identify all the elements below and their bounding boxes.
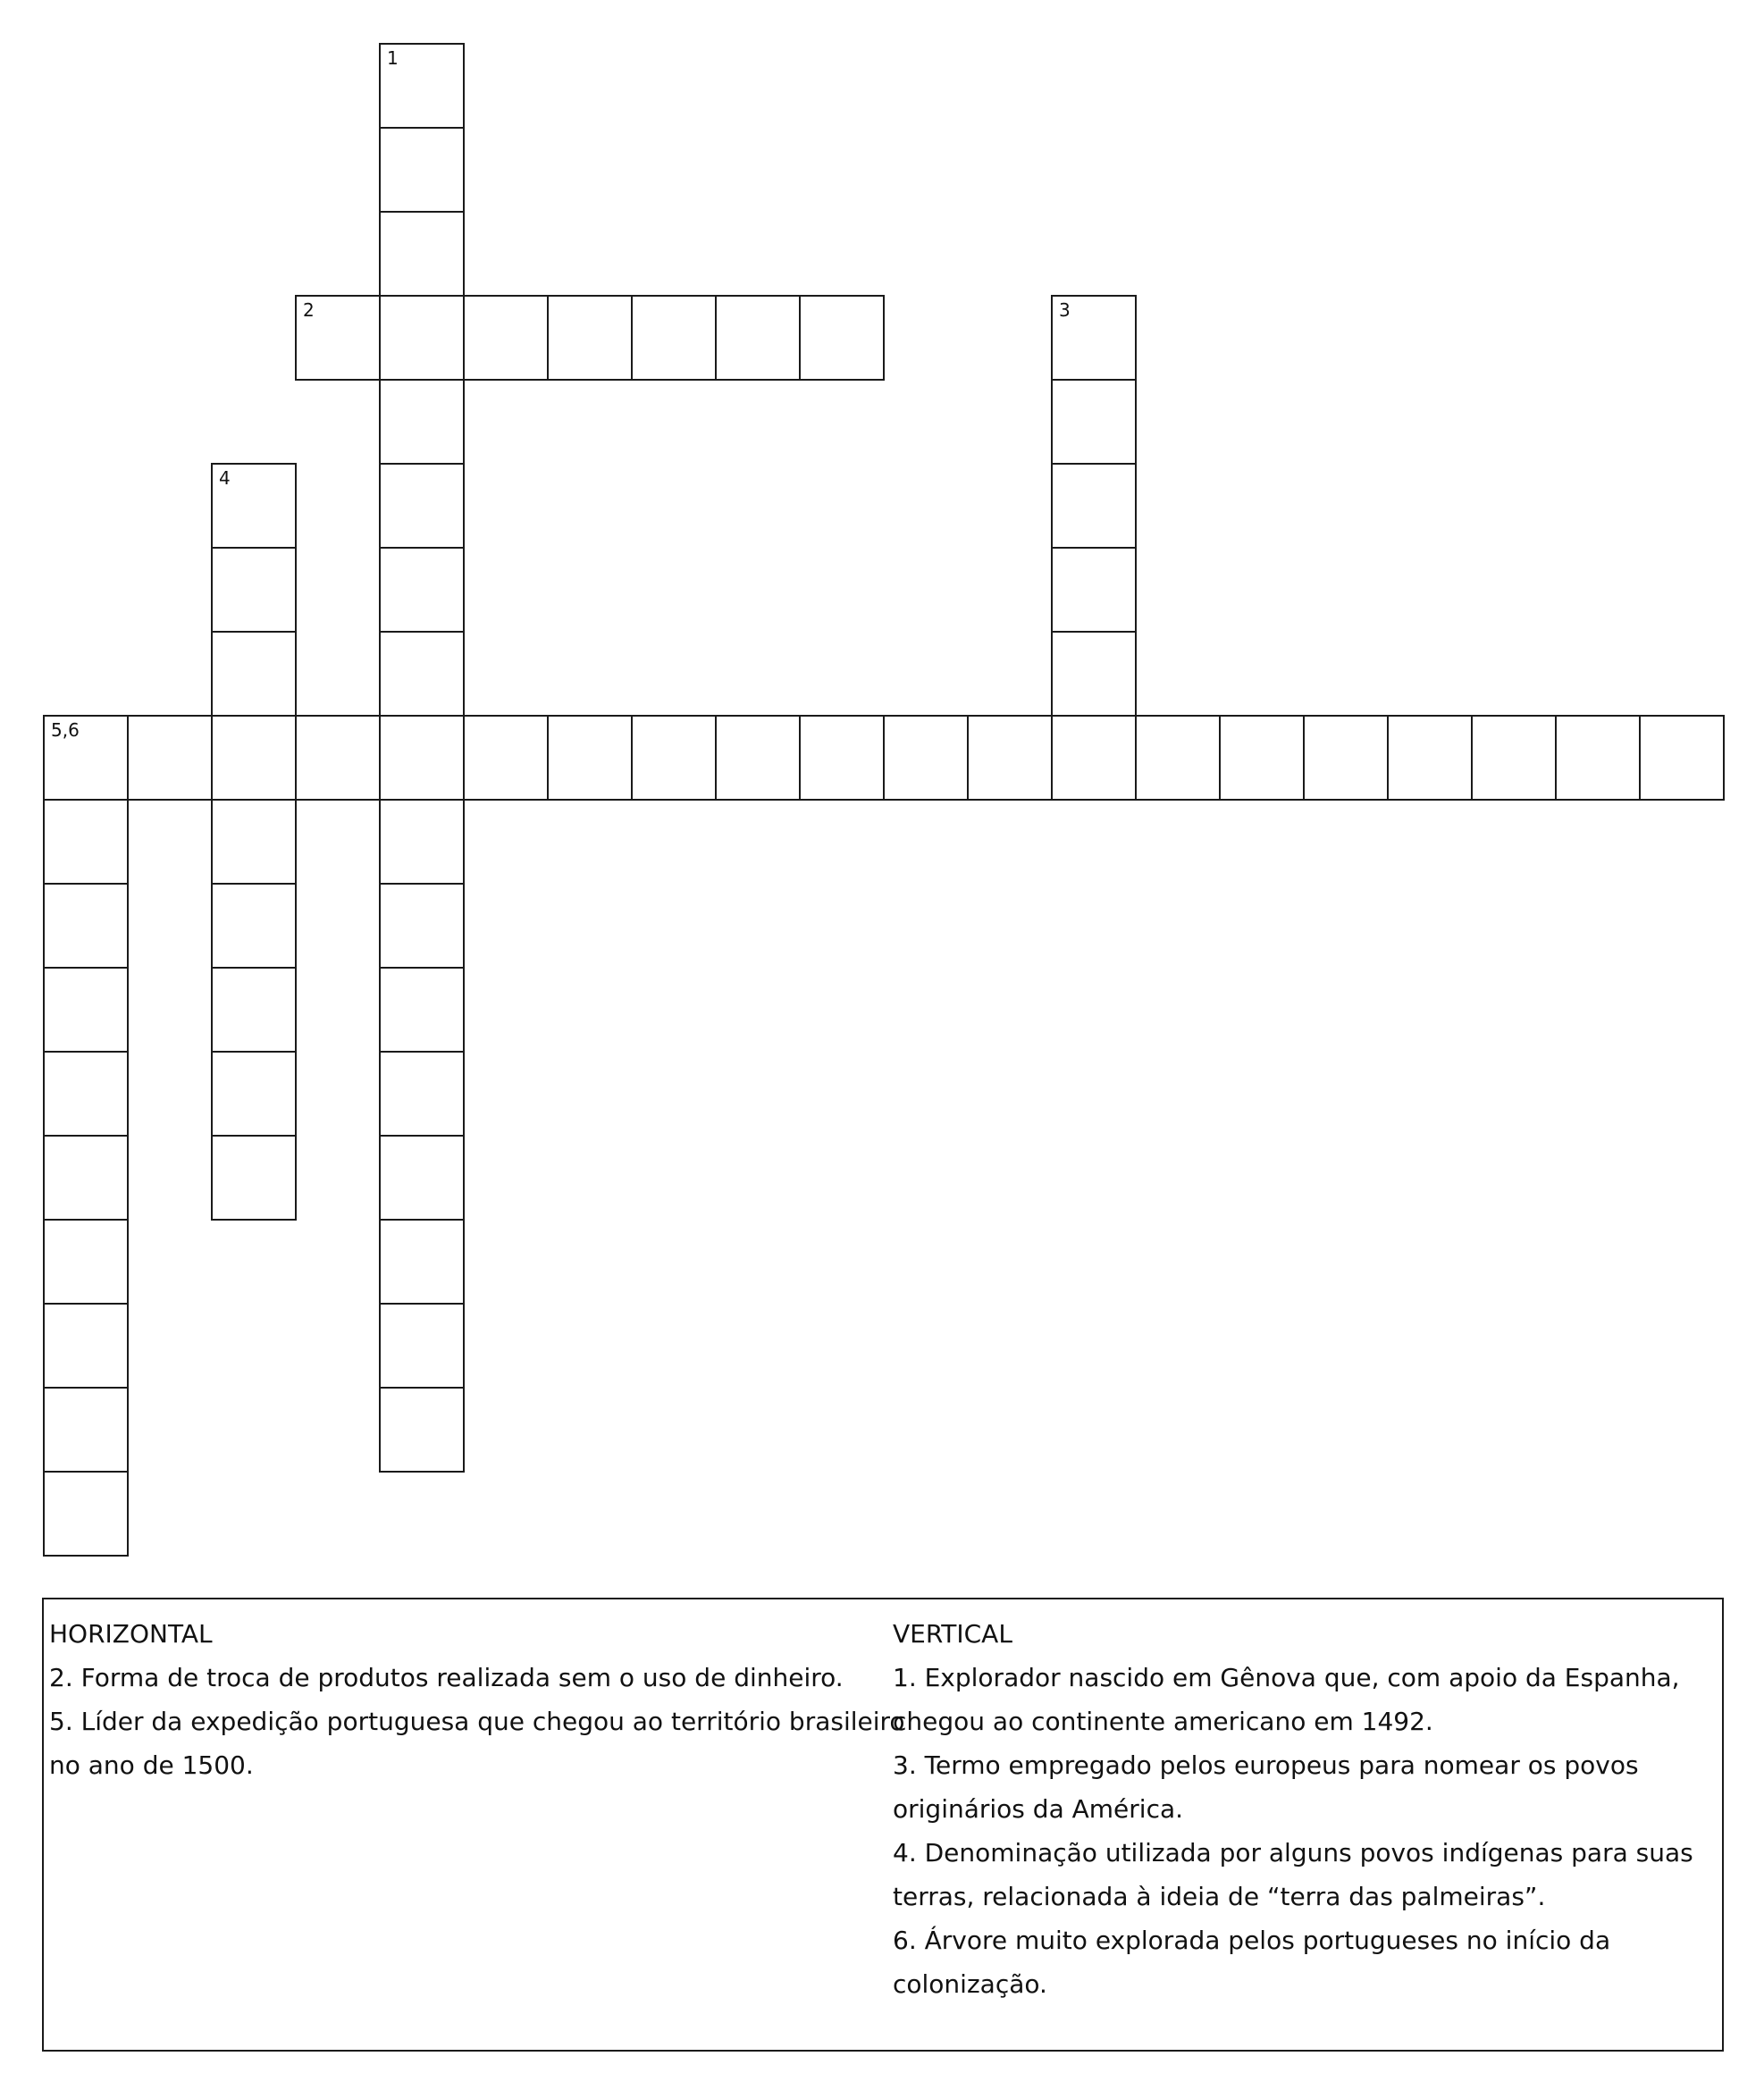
clue-line: 5. Líder da expedição portuguesa que chegou ao território brasileiro: [49, 1707, 905, 1736]
crossword-cell[interactable]: [1555, 715, 1641, 801]
crossword-cell[interactable]: [379, 1219, 465, 1305]
clue-line: colonização.: [893, 1969, 1047, 1999]
crossword-cell[interactable]: [43, 1051, 129, 1137]
crossword-cell[interactable]: [379, 715, 465, 801]
crossword-cell[interactable]: [211, 799, 297, 885]
crossword-cell[interactable]: [463, 295, 549, 381]
crossword-cell[interactable]: [379, 883, 465, 969]
cell-number: 2: [303, 299, 315, 321]
crossword-cell[interactable]: [631, 715, 717, 801]
crossword-cell[interactable]: [211, 631, 297, 717]
crossword-cell[interactable]: [1471, 715, 1557, 801]
crossword-cell[interactable]: [1051, 379, 1137, 465]
crossword-cell[interactable]: [211, 967, 297, 1053]
crossword-cell[interactable]: [379, 295, 465, 381]
crossword-cell[interactable]: [43, 1387, 129, 1473]
cell-number: 3: [1059, 299, 1071, 321]
crossword-cell[interactable]: [211, 1135, 297, 1221]
crossword-cell[interactable]: [211, 715, 297, 801]
crossword-cell[interactable]: [379, 631, 465, 717]
clue-line: chegou ao continente americano em 1492.: [893, 1707, 1433, 1736]
horizontal-clues: [49, 1612, 905, 1787]
crossword-cell[interactable]: [43, 799, 129, 885]
crossword-cell[interactable]: [463, 715, 549, 801]
clue-line: 3. Termo empregado pelos europeus para nomear os povos: [893, 1750, 1639, 1780]
crossword-cell[interactable]: [631, 295, 717, 381]
crossword-cell[interactable]: [1051, 631, 1137, 717]
crossword-cell[interactable]: [43, 1219, 129, 1305]
horizontal-heading: HORIZONTAL: [49, 1619, 213, 1649]
vertical-heading: VERTICAL: [893, 1619, 1012, 1649]
crossword-cell[interactable]: [1303, 715, 1389, 801]
crossword-cell[interactable]: [379, 967, 465, 1053]
clue-line: 6. Árvore muito explorada pelos portugueses no início da: [893, 1926, 1611, 1955]
crossword-cell[interactable]: [43, 715, 129, 801]
crossword-cell[interactable]: [967, 715, 1053, 801]
clue-line: terras, relacionada à ideia de “terra das palmeiras”.: [893, 1882, 1546, 1911]
crossword-cell[interactable]: [799, 295, 885, 381]
crossword-cell[interactable]: [43, 1135, 129, 1221]
crossword-cell[interactable]: [295, 715, 381, 801]
crossword-cell[interactable]: [379, 43, 465, 129]
crossword-cell[interactable]: [127, 715, 213, 801]
crossword-cell[interactable]: [43, 1471, 129, 1557]
crossword-cell[interactable]: [211, 883, 297, 969]
cell-number: 1: [387, 47, 399, 69]
crossword-cell[interactable]: [379, 211, 465, 297]
crossword-cell[interactable]: [43, 883, 129, 969]
crossword-cell[interactable]: [1051, 547, 1137, 633]
crossword-cell[interactable]: [295, 295, 381, 381]
crossword-cell[interactable]: [379, 1051, 465, 1137]
clue-line: 2. Forma de troca de produtos realizada sem o uso de dinheiro.: [49, 1663, 844, 1692]
crossword-cell[interactable]: [1219, 715, 1305, 801]
crossword-cell[interactable]: [799, 715, 885, 801]
cell-number: 5,6: [51, 719, 80, 741]
crossword-cell[interactable]: [547, 295, 633, 381]
crossword-cell[interactable]: [1639, 715, 1725, 801]
crossword-cell[interactable]: [1387, 715, 1473, 801]
vertical-clues: [893, 1612, 1697, 2006]
crossword-cell[interactable]: [379, 1303, 465, 1389]
cell-number: 4: [219, 467, 231, 489]
crossword-cell[interactable]: [379, 799, 465, 885]
crossword-cell[interactable]: [715, 295, 801, 381]
clues-panel: [42, 1598, 1724, 2052]
crossword-cell[interactable]: [211, 463, 297, 549]
clue-line: no ano de 1500.: [49, 1750, 254, 1780]
crossword-cell[interactable]: [379, 1387, 465, 1473]
crossword-cell[interactable]: [1051, 295, 1137, 381]
crossword-cell[interactable]: [211, 1051, 297, 1137]
crossword-cell[interactable]: [379, 463, 465, 549]
crossword-cell[interactable]: [715, 715, 801, 801]
crossword-cell[interactable]: [1051, 463, 1137, 549]
crossword-cell[interactable]: [43, 1303, 129, 1389]
crossword-cell[interactable]: [379, 127, 465, 213]
crossword-cell[interactable]: [547, 715, 633, 801]
clue-line: 4. Denominação utilizada por alguns povos indígenas para suas: [893, 1838, 1693, 1868]
crossword-cell[interactable]: [379, 547, 465, 633]
crossword-cell[interactable]: [379, 1135, 465, 1221]
crossword-cell[interactable]: [379, 379, 465, 465]
crossword-cell[interactable]: [43, 967, 129, 1053]
clue-line: originários da América.: [893, 1794, 1184, 1824]
clue-line: 1. Explorador nascido em Gênova que, com apoio da Espanha,: [893, 1663, 1680, 1692]
crossword-cell[interactable]: [1135, 715, 1221, 801]
crossword-cell[interactable]: [883, 715, 969, 801]
crossword-cell[interactable]: [211, 547, 297, 633]
crossword-cell[interactable]: [1051, 715, 1137, 801]
